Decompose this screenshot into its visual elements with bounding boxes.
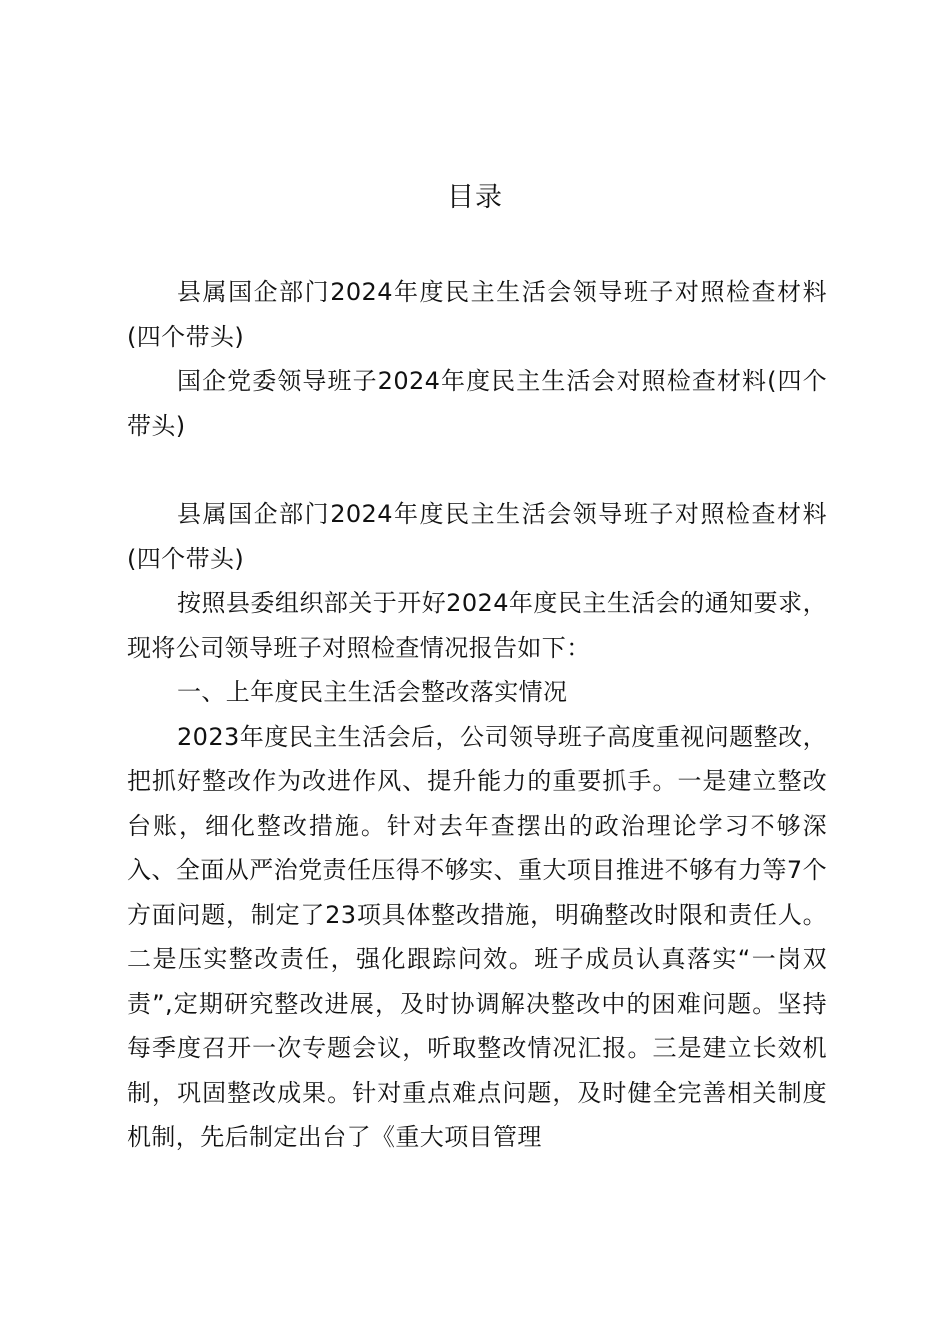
paragraph-1: 2023年度民主生活会后，公司领导班子高度重视问题整改，把抓好整改作为改进作风、提升能力的重要抓手。一是建立整改台账，细化整改措施。针对去年查摆出的政治理论学习不够深入、全面从严治党责任压得不够实、重大项目推进不够有力等7个方面问题，制定了23项具体整改措施，明确整改时限和责任人。二是压实整改责任，强化跟踪问效。班子成员认真落实“一岗双责”,定期研究整改进展，及时协调解决整改中的困难问题。坚持每季度召开一次专题会议，听取整改情况汇报。三是建立长效机制，巩固整改成果。针对重点难点问题，及时健全完善相关制度机制，先后制定出台了《重大项目管理 — [127, 722, 827, 1151]
intro-paragraph: 按照县委组织部关于开好2024年度民主生活会的通知要求，现将公司领导班子对照检查情况报告如下： — [127, 589, 827, 662]
toc-item[interactable]: 国企党委领导班子2024年度民主生活会对照检查材料(四个带头) — [127, 367, 827, 440]
section-title: 县属国企部门2024年度民主生活会领导班子对照检查材料(四个带头) — [127, 500, 827, 573]
document-body — [127, 492, 827, 1160]
heading-1: 一、上年度民主生活会整改落实情况 — [177, 678, 568, 706]
toc-title: 目录 — [447, 182, 503, 213]
table-of-contents — [127, 270, 827, 448]
toc-item[interactable]: 县属国企部门2024年度民主生活会领导班子对照检查材料(四个带头) — [127, 278, 827, 351]
